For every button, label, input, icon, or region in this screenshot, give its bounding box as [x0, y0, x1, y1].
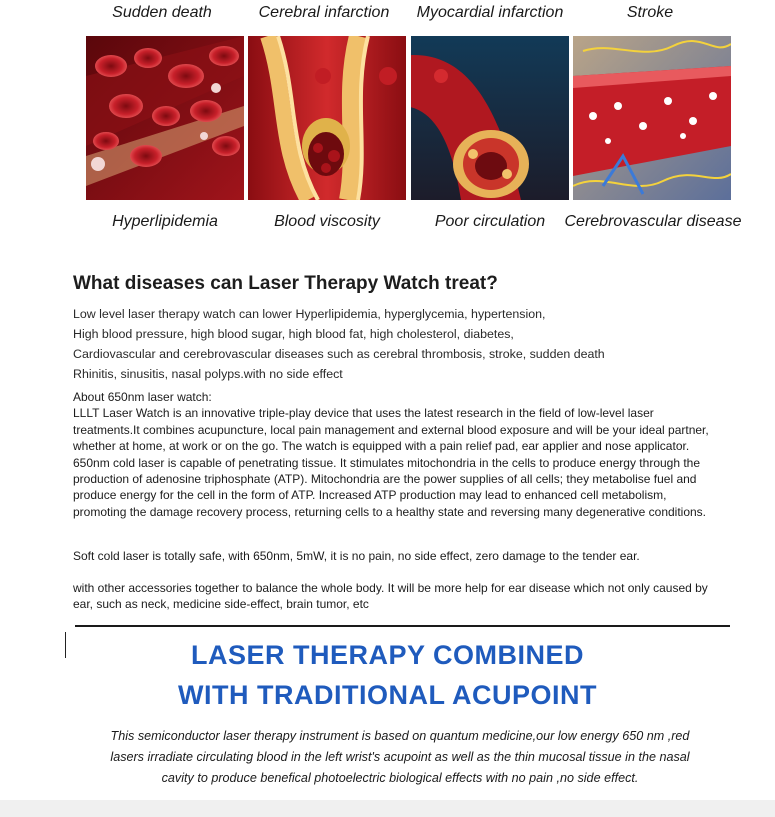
about-section — [73, 389, 723, 520]
caption-blood-viscosity: Blood viscosity — [274, 213, 380, 230]
about-body: LLLT Laser Watch is an innovative triple-play device that uses the latest research in the field of low-level laser treatments.It combines acupuncture, local pain management and external blood exposure and will be your ideal partner, whether at home, at work or on the go. The watch is equipped with a pain relief pad, ear applier and nose applicator. 650nm cold laser is capable of penetrating tissue. It stimulates mitochondria in the cells to produce energy through the production of adenosine triphosphate (ATP). Mitochondria are the power supplies of all cells; they metabolise fuel and produce energy for the cell in the form of ATP. Increased ATP production may lead to enhanced cell metabolism, promoting the damage recovery process, returning cells to a healthy state and reversing many degenerative conditions. — [73, 406, 709, 519]
section-heading: What diseases can Laser Therapy Watch treat? — [73, 273, 498, 294]
caption-poor-circulation: Poor circulation — [434, 213, 546, 230]
soft-laser-paragraph: Soft cold laser is totally safe, with 650nm, 5mW, it is no pain, no side effect, zero damage to the tender ear. — [73, 549, 640, 563]
intro-line: Low level laser therapy watch can lower Hyperlipidemia, hyperglycemia, hypertension, — [73, 307, 546, 321]
caption-sudden-death: Sudden death — [112, 4, 212, 21]
banner-line-2: WITH TRADITIONAL ACUPOINT — [178, 680, 597, 710]
image-red-blood-cells — [86, 36, 244, 200]
intro-line: Cardiovascular and cerebrovascular diseases such as cerebral thrombosis, stroke, sudden death — [73, 347, 605, 361]
image-cerebral-infarction-vessel — [248, 36, 406, 200]
intro-line: Rhinitis, sinusitis, nasal polyps.with no side effect — [73, 367, 343, 381]
divider — [75, 625, 730, 627]
caption-cerebral-infarction: Cerebral infarction — [258, 4, 390, 21]
caption-cerebrovascular-disease: Cerebrovascular disease — [564, 213, 742, 230]
intro-text — [73, 304, 713, 384]
caption-myocardial-infarction: Myocardial infarction — [416, 4, 564, 21]
image-myocardial-infarction-vessel — [411, 36, 569, 200]
about-title: About 650nm laser watch: — [73, 390, 212, 404]
banner-line-1: LASER THERAPY COMBINED — [190, 640, 585, 670]
closing-line: lasers irradiate circulating blood in the left wrist's acupoint as well as the thin mucosal tissue in the nasal — [110, 750, 690, 764]
caption-stroke: Stroke — [626, 4, 674, 21]
intro-line: High blood pressure, high blood sugar, high blood fat, high cholesterol, diabetes, — [73, 327, 514, 341]
accessories-paragraph: with other accessories together to balance the whole body. It will be more help for ear disease which not only caused by ear, such as neck, medicine side-effect, brain tumor, etc — [73, 581, 708, 612]
image-stroke-blood-vessel — [573, 36, 731, 200]
closing-line: cavity to produce benefical photoelectric biological effects with no pain ,no side effect. — [161, 771, 639, 785]
closing-line: This semiconductor laser therapy instrument is based on quantum medicine,our low energy 650 nm ,red — [110, 729, 690, 743]
closing-paragraph — [60, 726, 740, 789]
caption-hyperlipidemia: Hyperlipidemia — [112, 213, 218, 230]
bottom-bar — [0, 800, 775, 817]
